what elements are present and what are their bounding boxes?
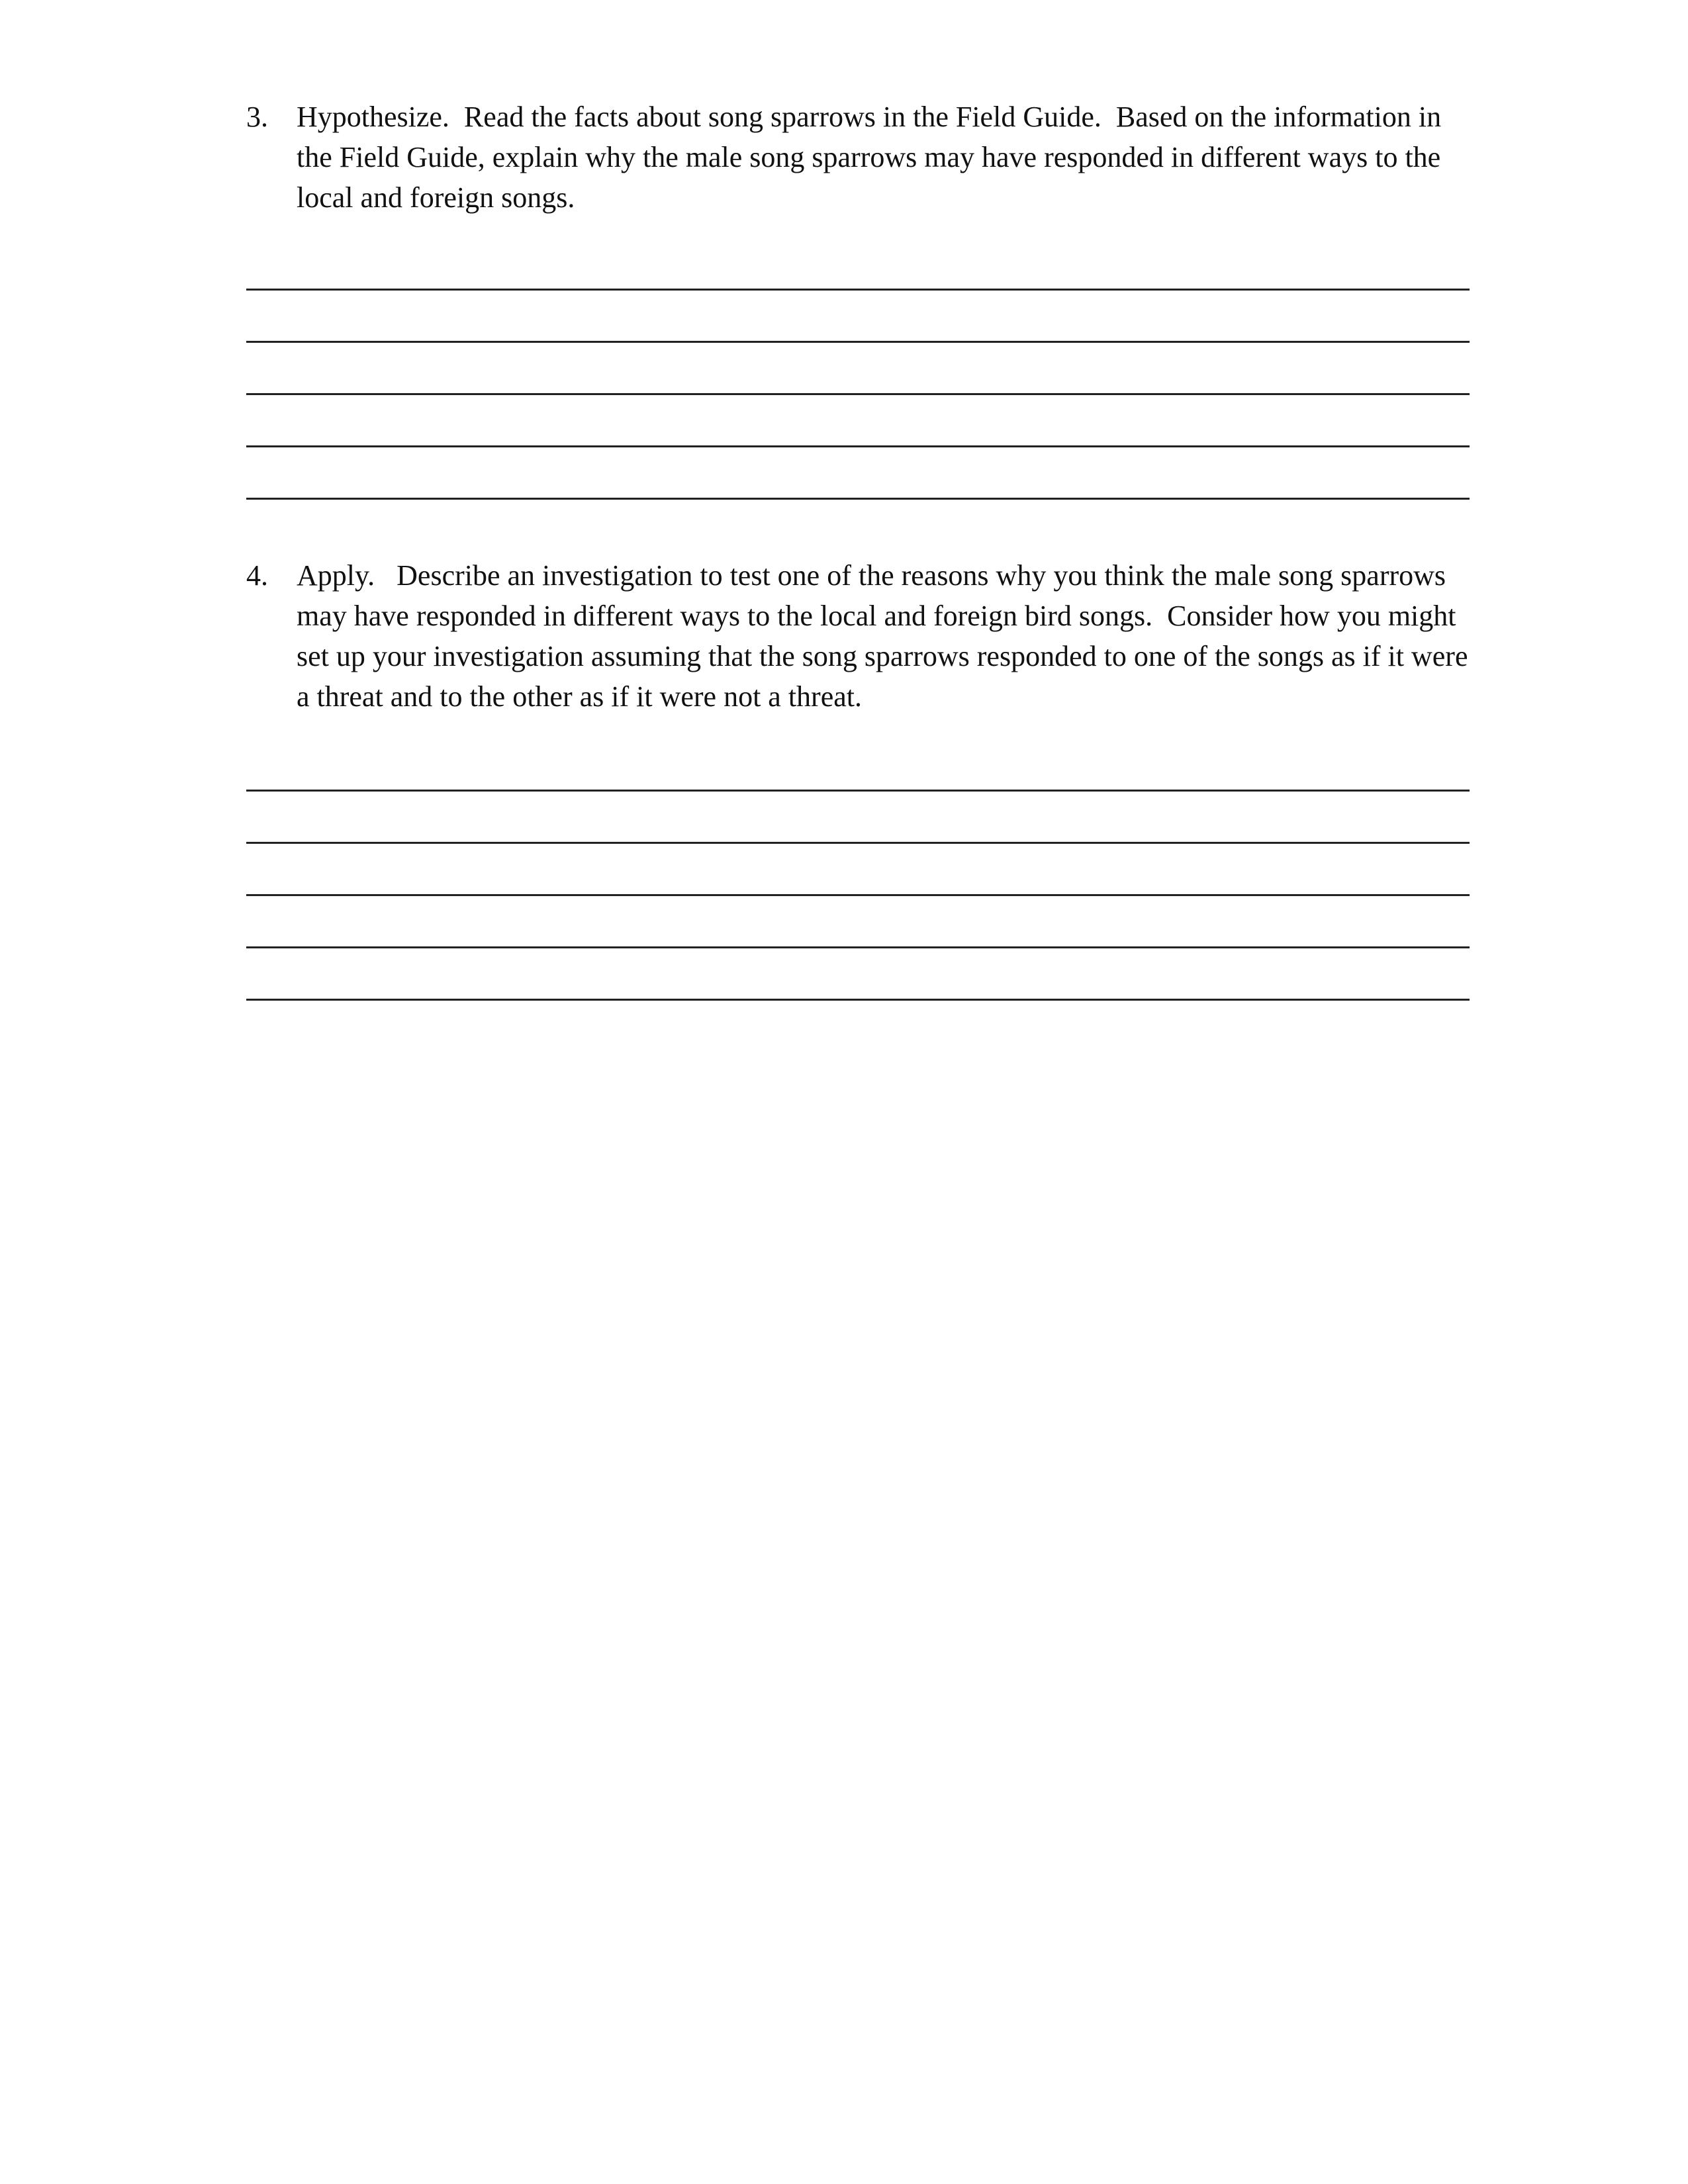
answer-line[interactable] xyxy=(246,445,1470,447)
question-3 xyxy=(246,97,1477,218)
answer-line[interactable] xyxy=(246,498,1470,500)
answer-lines-question-4 xyxy=(246,790,1470,1051)
answer-line[interactable] xyxy=(246,393,1470,395)
answer-line[interactable] xyxy=(246,790,1470,792)
answer-line[interactable] xyxy=(246,894,1470,896)
question-text: Apply. Describe an investigation to test one of the reasons why you think the male song sparrows may have responded in different ways to the local and foreign bird songs. Consider how you might set up your investigation assuming that the song sparrows responded to one of the songs as if it were a threat and to the other as if it were not a threat. xyxy=(297,559,1476,713)
answer-line[interactable] xyxy=(246,999,1470,1001)
question-4 xyxy=(246,555,1477,717)
question-number: 4. xyxy=(246,559,268,592)
answer-lines-question-3 xyxy=(246,289,1470,550)
answer-line[interactable] xyxy=(246,842,1470,844)
question-number: 3. xyxy=(246,101,268,133)
answer-line[interactable] xyxy=(246,946,1470,948)
question-text: Hypothesize. Read the facts about song sparrows in the Field Guide. Based on the information in the Field Guide, explain why the male song sparrows may have responded in different ways to the local and foreign songs. xyxy=(297,101,1449,214)
answer-line[interactable] xyxy=(246,289,1470,291)
answer-line[interactable] xyxy=(246,341,1470,343)
